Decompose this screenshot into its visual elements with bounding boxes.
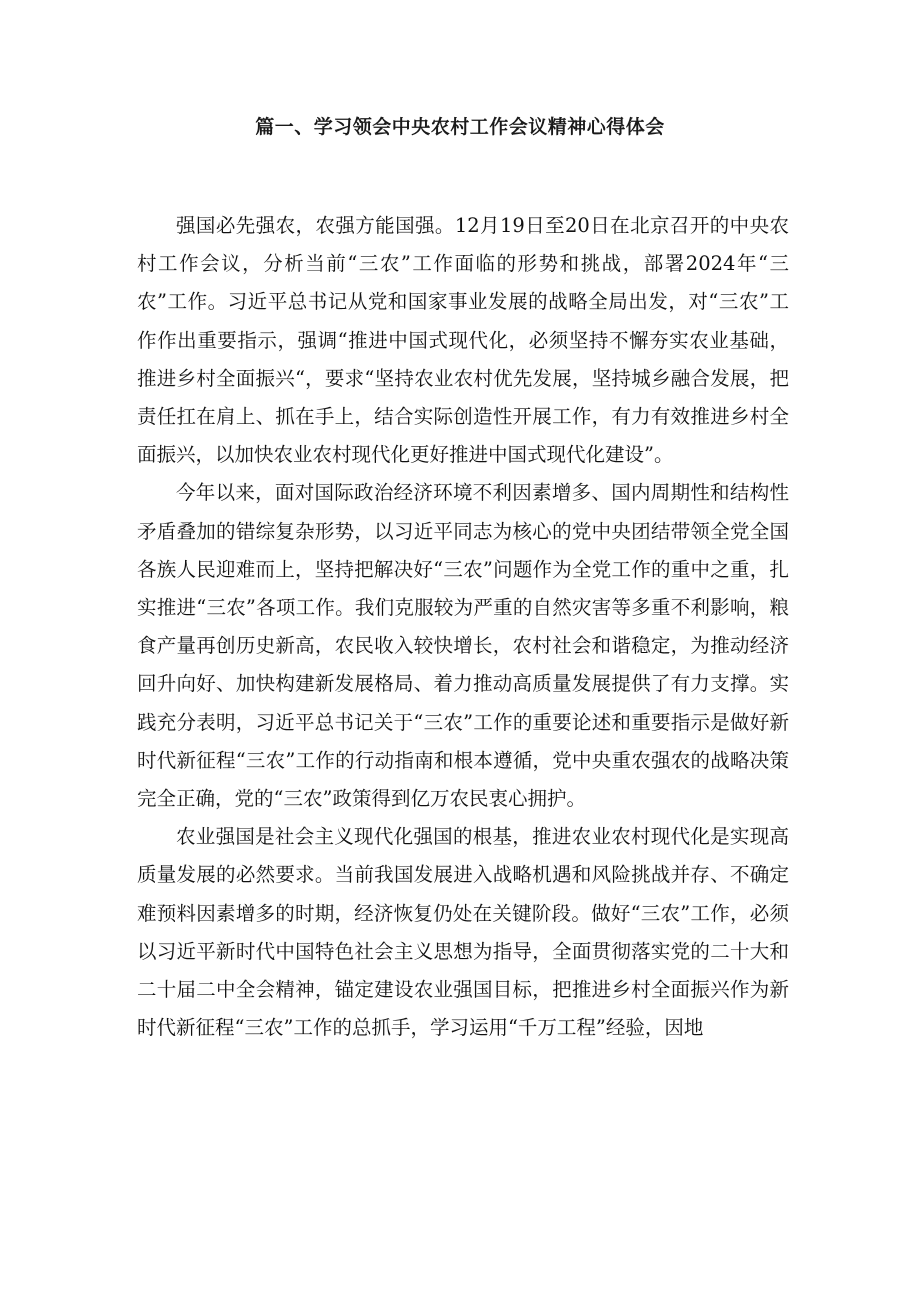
document-body: [137, 207, 789, 1047]
paragraph: 今年以来，面对国际政治经济环境不利因素增多、国内周期性和结构性矛盾叠加的错综复杂形势，以习近平同志为核心的党中央团结带领全党全国各族人民迎难而上，坚持把解决好“三农”问题作为全党工作的重中之重，扎实推进“三农”各项工作。我们克服较为严重的自然灾害等多重不利影响，粮食产量再创历史新高，农民收入较快增长，农村社会和谐稳定，为推动经济回升向好、加快构建新发展格局、着力推动高质量发展提供了有力支撑。实践充分表明，习近平总书记关于“三农”工作的重要论述和重要指示是做好新时代新征程“三农”工作的行动指南和根本遵循，党中央重农强农的战略决策完全正确，党的“三农”政策得到亿万农民衷心拥护。: [137, 481, 789, 811]
paragraph: 农业强国是社会主义现代化强国的根基，推进农业农村现代化是实现高质量发展的必然要求。当前我国发展进入战略机遇和风险挑战并存、不确定难预料因素增多的时期，经济恢复仍处在关键阶段。做好“三农”工作，必须以习近平新时代中国特色社会主义思想为指导，全面贯彻落实党的二十大和二十届二中全会精神，锚定建设农业强国目标，把推进乡村全面振兴作为新时代新征程“三农”工作的总抓手，学习运用“千万工程”经验，因地: [137, 825, 789, 1040]
paragraph: 强国必先强农，农强方能国强。12月19日至20日在北京召开的中央农村工作会议，分析当前“三农”工作面临的形势和挑战，部署2024年“三农”工作。习近平总书记从党和国家事业发展的战略全局出发，对“三农”工作作出重要指示，强调“推进中国式现代化，必须坚持不懈夯实农业基础，推进乡村全面振兴“，要求“坚持农业农村优先发展，坚持城乡融合发展，把责任扛在肩上、抓在手上，结合实际创造性开展工作，有力有效推进乡村全面振兴，以加快农业农村现代化更好推进中国式现代化建设”。: [137, 214, 789, 467]
document-title: 篇一、学习领会中央农村工作会议精神心得体会: [255, 116, 665, 138]
